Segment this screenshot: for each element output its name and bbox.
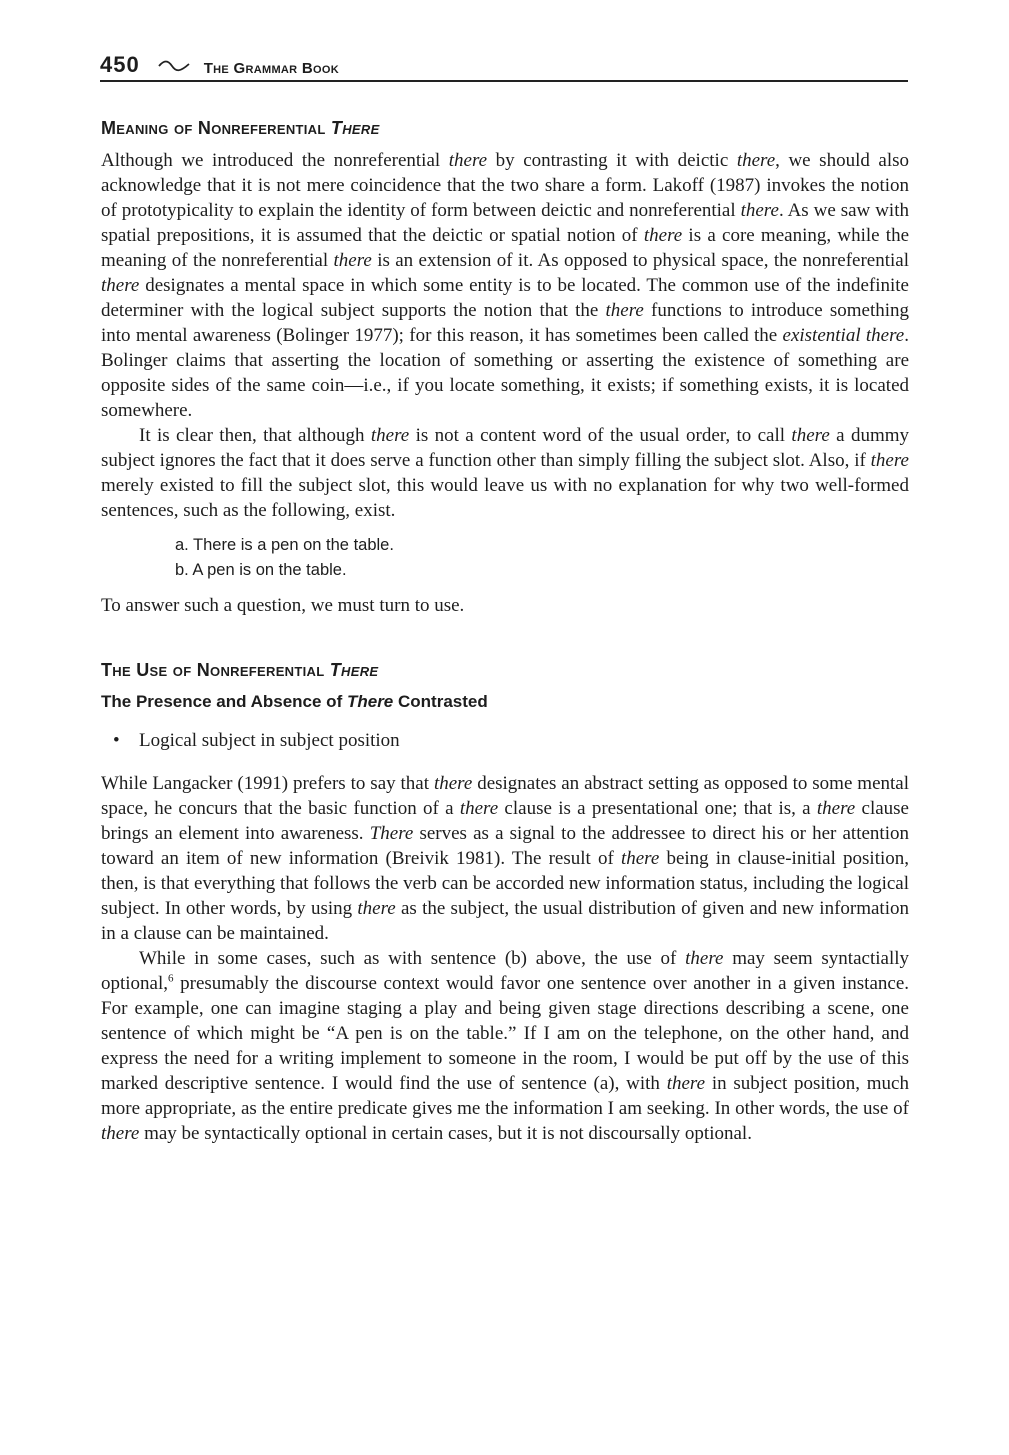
section-heading-use: The Use of Nonreferential There [101, 660, 379, 680]
bullet-icon: • [113, 730, 120, 751]
paragraph: Although we introduced the nonreferential there by contrasting it with deictic there, we should also acknowledge that it is not mere coincidence that the two share a form. Lakoff (1987) invokes the notion of prototypicality to explain the identity of form between deictic and nonreferential there. As we saw with spatial prepositions, it is assumed that the deictic or spatial notion of there is a core meaning, while the meaning of the nonreferential there is an extension of it. As opposed to physical space, the nonreferential there designates a mental space in which some entity is to be located. The common use of the indefinite determiner with the logical subject supports the notion that the there functions to introduce something into mental awareness (Bolinger 1977); for this reason, it has sometimes been called the existential there. Bolinger claims that asserting the location of something or asserting the existence of something are opposite sides of the same coin—i.e., if you locate something, it exists; if something exists, it is located somewhere. [101, 150, 910, 421]
book-title: The Grammar Book [203, 60, 339, 77]
page-number: 450 [100, 52, 140, 77]
section-heading-meaning: Meaning of Nonreferential There [101, 118, 380, 138]
example-b: b. A pen is on the table. [175, 561, 347, 579]
subsection-heading: The Presence and Absence of There Contrasted [101, 692, 488, 711]
paragraph: It is clear then, that although there is not a content word of the usual order, to call there a dummy subject ignores the fact that it does serve a function other than simply filling the subject slot. Also, if there merely existed to fill the subject slot, this would leave us with no explanation for why two well-formed sentences, such as the following, exist. [101, 425, 909, 521]
example-list [175, 533, 909, 583]
closing-sentence: To answer such a question, we must turn to use. [101, 595, 465, 616]
bullet-item: • Logical subject in subject position [113, 730, 400, 751]
ornament-swash-icon [158, 59, 190, 73]
running-head [100, 52, 908, 82]
example-a: a. There is a pen on the table. [175, 536, 394, 554]
paragraph: While Langacker (1991) prefers to say that there designates an abstract setting as opposed to some mental space, he concurs that the basic function of a there clause is a presentational one; that is, a there clause brings an element into awareness. There serves as a signal to the addressee to direct his or her attention toward an item of new information (Breivik 1981). The result of there being in clause-initial position, then, is that everything that follows the verb can be accorded new information status, including the logical subject. In other words, by using there as the subject, the usual distribution of given and new information in a clause can be maintained. [101, 773, 909, 944]
paragraph: While in some cases, such as with sentence (b) above, the use of there may seem syntactially optional,$^6$ presumably the discourse context would favor one sentence over another in a given instance. For example, one can imagine staging a play and being given stage directions describing a scene, one sentence of which might be “A pen is on the table.” If I am on the telephone, on the other hand, and express the need for a writing implement to someone in the room, I would be put off by the use of this marked descriptive sentence. I would find the use of sentence (a), with there in subject position, much more appropriate, as the entire predicate gives me the information I am seeking. In other words, the use of there may be syntactically optional in certain cases, but it is not discoursally optional. [101, 948, 909, 1144]
page-body [101, 116, 909, 1146]
